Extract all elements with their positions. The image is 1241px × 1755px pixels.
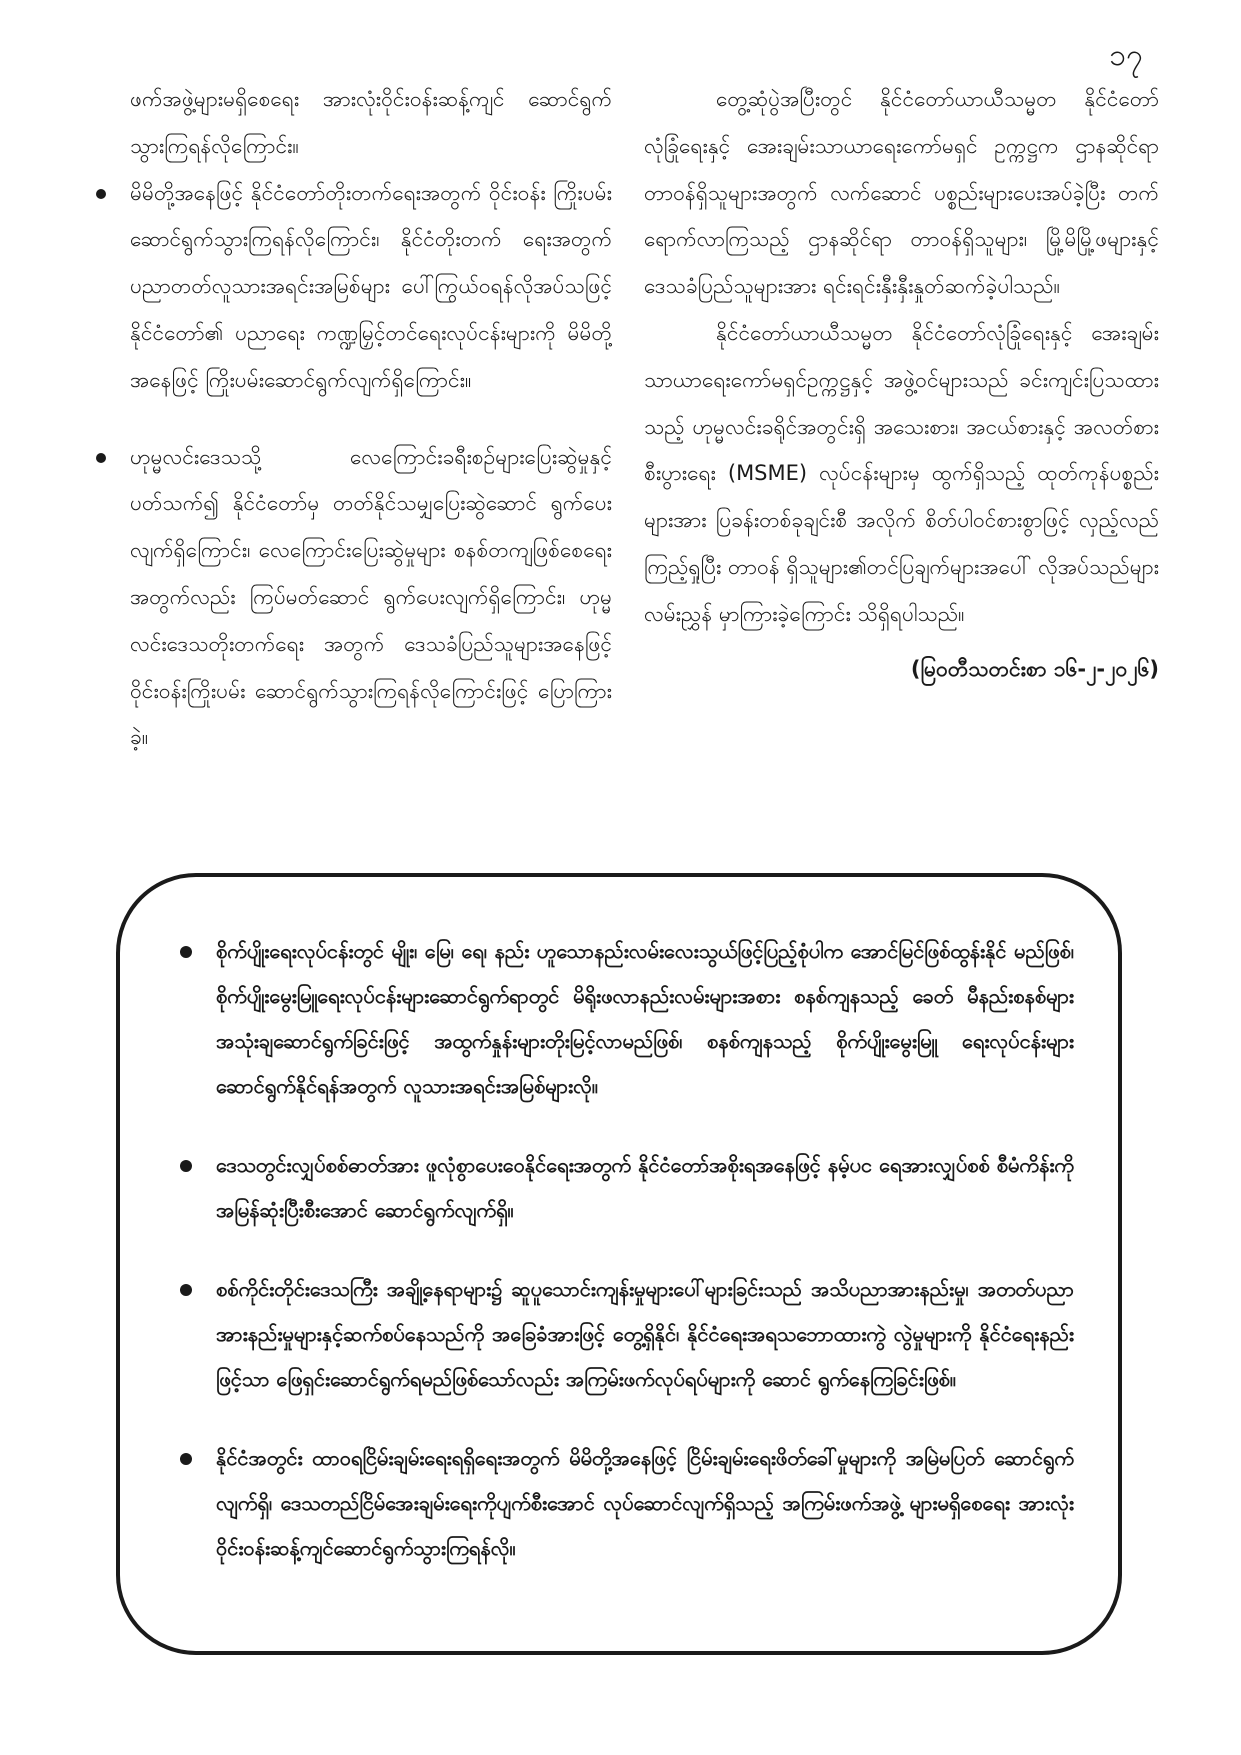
right-column <box>644 76 1159 692</box>
bullet-icon <box>180 1284 192 1296</box>
left-bullet-list <box>84 170 612 762</box>
article-paragraph: တွေ့ဆုံပွဲအပြီးတွင် နိုင်ငံတော်ယာယီသမ္မတ နိုင်ငံတော်လုံခြုံရေးနှင့် အေးချမ်းသာယာရေးကော်မရှင် ဥက္ကဋ္ဌက ဌာနဆိုင်ရာတာဝန်ရှိသူများအတွက် လက်ဆောင် ပစ္စည်းများပေးအပ်ခဲ့ပြီး တက်ရောက်လာကြသည့် ဌာနဆိုင်ရာ တာဝန်ရှိသူများ၊ မြို့မိမြို့ဖများနှင့် ဒေသခံပြည်သူများအား ရင်းရင်းနှီးနှီးနှုတ်ဆက်ခဲ့ပါသည်။ <box>644 87 1159 299</box>
summary-box <box>116 873 1122 1655</box>
list-item <box>84 170 612 404</box>
list-item-text: ဟုမ္မလင်းဒေသသို့ လေကြောင်းခရီးစဉ်များပြေးဆွဲမှုနှင့် ပတ်သက်၍ နိုင်ငံတော်မှ တတ်နိုင်သမျှပြေးဆွဲဆောင် ရွက်ပေးလျက်ရှိကြောင်း၊ လေကြောင်းပြေးဆွဲမှုများ စနစ်တကျဖြစ်စေရေးအတွက်လည်း ကြပ်မတ်ဆောင် ရွက်ပေးလျက်ရှိကြောင်း၊ ဟုမ္မလင်းဒေသတိုးတက်ရေး အတွက် ဒေသခံပြည်သူများအနေဖြင့် ဝိုင်းဝန်းကြိုးပမ်း ဆောင်ရွက်သွားကြရန်လိုကြောင်းဖြင့် ပြောကြားခဲ့။ <box>130 444 612 750</box>
list-item-text: စိုက်ပျိုးရေးလုပ်ငန်းတွင် မျိုး၊ မြေ၊ ရေ၊ နည်း ဟူသောနည်းလမ်းလေးသွယ်ဖြင့်ပြည့်စုံပါက အောင်မြင်ဖြစ်ထွန်းနိုင် မည်ဖြစ်၊ စိုက်ပျိုးမွေးမြူရေးလုပ်ငန်းများဆောင်ရွက်ရာတွင် မိရိုးဖလာနည်းလမ်းများအစား စနစ်ကျနသည့် ခေတ် မီနည်းစနစ်များ အသုံးချဆောင်ရွက်ခြင်းဖြင့် အထွက်နှုန်းများတိုးမြင့်လာမည်ဖြစ်၊ စနစ်ကျနသည့် စိုက်ပျိုးမွေးမြူ ရေးလုပ်ငန်းများဆောင်ရွက်နိုင်ရန်အတွက် လူသားအရင်းအမြစ်များလို။ <box>216 939 1074 1098</box>
bullet-icon <box>180 1453 192 1465</box>
bullet-icon <box>180 1160 192 1172</box>
list-item <box>178 1436 1074 1571</box>
continuation-text: ဖက်အဖွဲ့များမရှိစေရေး အားလုံးဝိုင်းဝန်းဆန့်ကျင် ဆောင်ရွက်သွားကြရန်လိုကြောင်း။ <box>130 87 612 158</box>
summary-bullet-list <box>178 929 1074 1571</box>
list-item-text: မိမိတို့အနေဖြင့် နိုင်ငံတော်တိုးတက်ရေးအတွက် ဝိုင်းဝန်း ကြိုးပမ်းဆောင်ရွက်သွားကြရန်လိုကြောင်း၊ နိုင်ငံတိုးတက် ရေးအတွက် ပညာတတ်လူသားအရင်းအမြစ်များ ပေါ်ကြွယ်ဝရန်လိုအပ်သဖြင့် နိုင်ငံတော်၏ ပညာရေး ကဏ္ဍမြှင့်တင်ရေးလုပ်ငန်းများကို မိမိတို့အနေဖြင့် ကြိုးပမ်းဆောင်ရွက်လျက်ရှိကြောင်း။ <box>130 180 612 392</box>
list-item-text: ဒေသတွင်းလျှပ်စစ်ဓာတ်အား ဖူလုံစွာပေးဝေနိုင်ရေးအတွက် နိုင်ငံတော်အစိုးရအနေဖြင့် နမ့်ပင ရေအားလျှပ်စစ် စီမံကိန်းကို အမြန်ဆုံးပြီးစီးအောင် ဆောင်ရွက်လျက်ရှိ။ <box>216 1153 1074 1222</box>
bullet-icon <box>96 189 106 199</box>
left-column <box>84 76 612 761</box>
bullet-icon <box>180 946 192 958</box>
article-paragraph: နိုင်ငံတော်ယာယီသမ္မတ နိုင်ငံတော်လုံခြုံရေးနှင့် အေးချမ်းသာယာရေးကော်မရှင်ဥက္ကဋ္ဌနှင့် အဖွဲ့ဝင်များသည် ခင်းကျင်းပြသထားသည့် ဟုမ္မလင်းခရိုင်အတွင်းရှိ အသေးစား၊ အငယ်စားနှင့် အလတ်စားစီးပွားရေး (MSME) လုပ်ငန်းများမှ ထွက်ရှိသည့် ထုတ်ကုန်ပစ္စည်းများအား ပြခန်းတစ်ခုချင်းစီ အလိုက် စိတ်ပါဝင်စားစွာဖြင့် လှည့်လည်ကြည့်ရှုပြီး တာဝန် ရှိသူများ၏တင်ပြချက်များအပေါ် လိုအပ်သည်များ လမ်းညွှန် မှာကြားခဲ့ကြောင်း သိရှိရပါသည်။ <box>644 320 1159 626</box>
page-number: ၁၇ <box>1109 38 1143 73</box>
source-citation: (မြဝတီသတင်းစာ ၁၆-၂-၂၀၂၆) <box>910 656 1159 681</box>
list-item-text: စစ်ကိုင်းတိုင်းဒေသကြီး အချို့နေရာများ၌ ဆူပူသောင်းကျန်းမှုများပေါ်များခြင်းသည် အသိပညာအားနည်းမှု၊ အတတ်ပညာအားနည်းမှုများနှင့်ဆက်စပ်နေသည်ကို အခြေခံအားဖြင့် တွေ့ရှိနိုင်၊ နိုင်ငံရေးအရသဘောထားကွဲ လွဲမှုများကို နိုင်ငံရေးနည်းဖြင့်သာ ဖြေရှင်းဆောင်ရွက်ရမည်ဖြစ်သော်လည်း အကြမ်းဖက်လုပ်ရပ်များကို ဆောင် ရွက်နေကြခြင်းဖြစ်။ <box>216 1277 1074 1391</box>
list-item <box>178 1143 1074 1233</box>
list-item <box>178 1267 1074 1402</box>
bullet-icon <box>96 453 106 463</box>
list-item-text: နိုင်ငံအတွင်း ထာဝရငြိမ်းချမ်းရေးရရှိရေးအတွက် မိမိတို့အနေဖြင့် ငြိမ်းချမ်းရေးဖိတ်ခေါ်မှုများကို အမြဲမပြတ် ဆောင်ရွက်လျက်ရှိ၊ ဒေသတည်ငြိမ်အေးချမ်းရေးကိုပျက်စီးအောင် လုပ်ဆောင်လျက်ရှိသည့် အကြမ်းဖက်အဖွဲ့ များမရှိစေရေး အားလုံးဝိုင်းဝန်းဆန့်ကျင်ဆောင်ရွက်သွားကြရန်လို။ <box>216 1446 1074 1560</box>
list-item <box>178 929 1074 1109</box>
list-item <box>84 434 612 762</box>
